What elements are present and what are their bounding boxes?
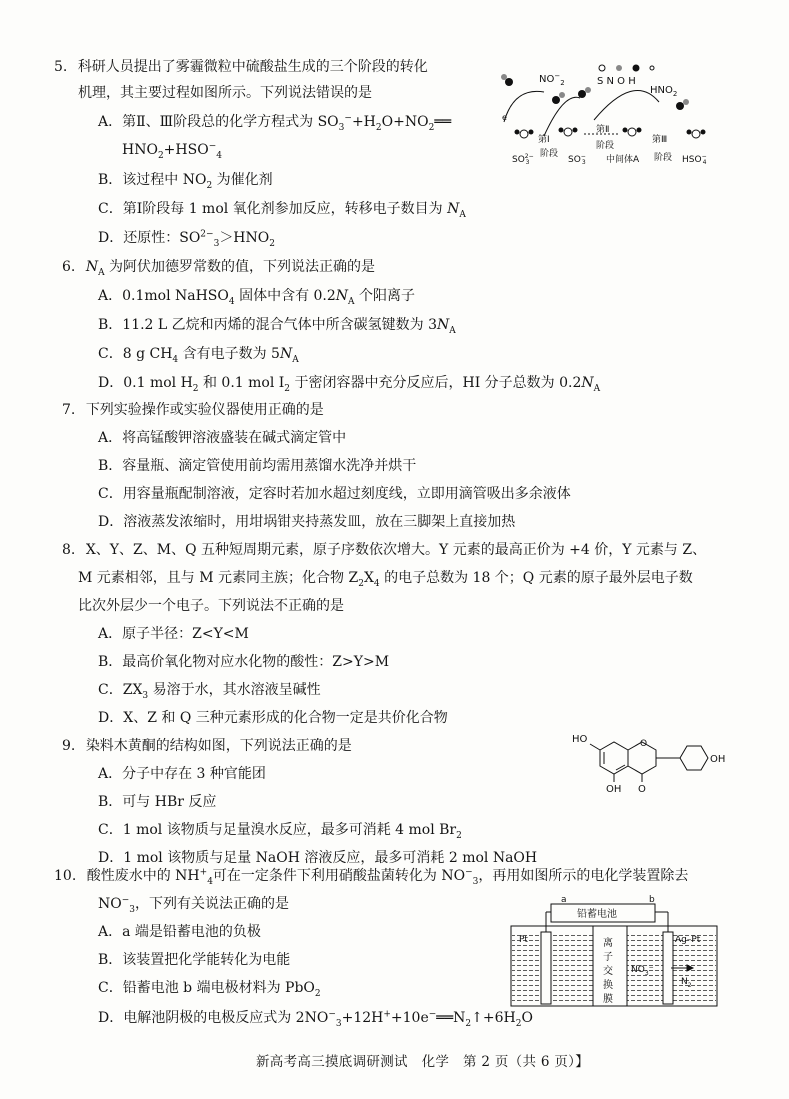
q9-option-a: A．分子中存在 3 种官能团 bbox=[98, 766, 266, 782]
svg-text:O: O bbox=[640, 739, 648, 749]
nitrate-label: $NO_3^-$ bbox=[631, 964, 654, 977]
question-8-stem: 8. X、Y、Z、M、Q 五种短周期元素，原子序数依次增大。Y 元素的最高正价为 +4 价，Y 元素与 Z、 bbox=[62, 542, 707, 558]
svg-text:阶段: 阶段 bbox=[596, 141, 615, 151]
question-8-stem-line3: 比次外层少一个电子。下列说法不正确的是 bbox=[78, 598, 344, 614]
q6-option-d: D．0.1 mol $H_2$ 和 0.1 mol $I_2$ 于密闭容器中充分反应后，HI 分子总数为 $0.2N_A$ bbox=[98, 375, 601, 394]
electrolysis-cell-diagram bbox=[505, 895, 725, 1010]
q9-option-b: B．可与 HBr 反应 bbox=[98, 794, 217, 810]
svg-text:阶段: 阶段 bbox=[654, 153, 673, 163]
electron-label: e bbox=[502, 113, 507, 122]
hso4-label: HSO− 4 bbox=[682, 153, 707, 166]
intermediate-a-label: 中间体A bbox=[606, 155, 640, 165]
q7-option-c: C．用容量瓶配制溶液，定容时若加水超过刻度线，立即用滴管吸出多余液体 bbox=[98, 486, 571, 502]
q7-option-b: B．容量瓶、滴定管使用前均需用蒸馏水洗净并烘干 bbox=[98, 458, 417, 474]
hydroxyl-label-1: HO bbox=[572, 734, 588, 745]
q5-option-a-cont: $HNO_2+HSO^-_4$ bbox=[122, 141, 222, 161]
question-number: 10. bbox=[54, 868, 77, 884]
q6-option-a: A．0.1mol NaHSO$_4$ 固体中含有 $0.2N_A$ 个阳离子 bbox=[98, 288, 415, 307]
q8-option-d: D．X、Z 和 Q 三种元素形成的化合物一定是共价化合物 bbox=[98, 710, 448, 726]
question-5-stem bbox=[54, 57, 428, 77]
q10-option-d: D．电解池阴极的电极反应式为 $2NO^-_3+12H^++10e^-══N_2↑+6H_2O$ bbox=[98, 1009, 533, 1029]
q7-option-a: A．将高锰酸钾溶液盛装在碱式滴定管中 bbox=[98, 430, 347, 446]
stage-3-label: 第Ⅲ bbox=[652, 135, 668, 145]
stage-1-label: 第Ⅰ bbox=[538, 135, 550, 145]
q10-option-c: C．铅蓄电池 b 端电极材料为 PbO$_2$ bbox=[98, 980, 321, 999]
agpt-label: Ag–Pt bbox=[675, 935, 701, 945]
question-8-stem-line2: M 元素相邻，且与 M 元素同主族；化合物 $Z_2X_4$ 的电子总数为 18 个；Q 元素的原子最外层电子数 bbox=[78, 570, 693, 589]
q5-option-b: B．该过程中 $NO_2$ 为催化剂 bbox=[98, 172, 273, 191]
so3-label-1: $SO^{2-}$ 3 bbox=[512, 153, 534, 166]
q8-option-a: A．原子半径：Z<Y<M bbox=[98, 626, 249, 642]
legend-s-atom bbox=[599, 65, 605, 71]
question-5-stem-line2: 机理，其主要过程如图所示。下列说法错误的是 bbox=[78, 85, 372, 101]
question-number: 8. bbox=[62, 542, 76, 558]
carbonyl-o-label: O bbox=[638, 784, 646, 795]
q10-option-a: A．a 端是铅蓄电池的负极 bbox=[98, 924, 261, 940]
svg-text:换: 换 bbox=[603, 980, 613, 991]
pt-electrode bbox=[541, 932, 551, 1004]
q5-option-d: D．还原性：$SO^{2-}_3>HNO_2$ bbox=[98, 229, 275, 249]
pt-label: Pt bbox=[519, 935, 528, 945]
no2-label: $NO^-_2$ bbox=[539, 72, 565, 87]
terminal-b-label: b bbox=[649, 895, 655, 905]
question-number: 9. bbox=[62, 738, 76, 754]
hydroxyl-label-3: OH bbox=[606, 784, 622, 795]
svg-text:阶段: 阶段 bbox=[540, 149, 559, 159]
hno2-label: $HNO_2$ bbox=[650, 85, 678, 98]
question-number: 5. bbox=[54, 59, 68, 75]
q8-option-c: C．$ZX_3$ 易溶于水，其水溶液呈碱性 bbox=[98, 682, 321, 701]
membrane-label-1: 离 bbox=[603, 938, 613, 949]
question-9-stem: 9. 染料木黄酮的结构如图，下列说法正确的是 bbox=[62, 738, 352, 754]
so3-label-2: SO− 3 bbox=[568, 153, 586, 166]
genistein-structure bbox=[570, 730, 726, 800]
q6-option-c: C．8 g $CH_4$ 含有电子数为 $5N_A$ bbox=[98, 346, 299, 365]
question-10-stem-line2: $NO^-_3$，下列有关说法正确的是 bbox=[98, 895, 290, 915]
page-footer: 新高考高三摸底调研测试 化学 第 2 页（共 6 页）】 bbox=[256, 1054, 589, 1070]
q5-option-a: A．第Ⅱ、Ⅲ阶段总的化学方程式为 $SO_3^-+H_2O+NO_2══$ bbox=[98, 113, 452, 133]
battery-label: 铅蓄电池 bbox=[577, 909, 617, 920]
sulfate-mechanism-diagram bbox=[484, 62, 714, 174]
svg-text:交: 交 bbox=[603, 966, 613, 977]
question-number: 7. bbox=[62, 402, 76, 418]
q8-option-b: B．最高价氧化物对应水化物的酸性：Z>Y>M bbox=[98, 654, 390, 670]
hydroxyl-label-2: OH bbox=[710, 754, 726, 765]
ring-b bbox=[680, 746, 708, 770]
stage-2-label: 第Ⅱ bbox=[596, 125, 610, 135]
q5-option-c: C．第Ⅰ阶段每 1 mol 氧化剂参加反应，转移电子数目为 $N_A$ bbox=[98, 201, 466, 220]
svg-text:膜: 膜 bbox=[603, 994, 613, 1005]
question-10-stem: 10. 酸性废水中的 $NH^+_4$可在一定条件下利用硝酸盐菌转化为 $NO^-_3$，再用如图所示的电化学装置除去 bbox=[54, 867, 689, 887]
legend-text: S N O H bbox=[597, 76, 636, 87]
q6-option-b: B．11.2 L 乙烷和丙烯的混合气体中所含碳氢键数为 $3N_A$ bbox=[98, 317, 456, 336]
question-7-stem: 7. 下列实验操作或实验仪器使用正确的是 bbox=[62, 402, 324, 418]
svg-text:子: 子 bbox=[603, 952, 613, 963]
n2-label: $N_2$ bbox=[681, 977, 692, 989]
legend-o-atom bbox=[633, 65, 640, 72]
question-number: 6. bbox=[62, 259, 76, 275]
terminal-a-label: a bbox=[561, 895, 567, 905]
q10-option-b: B．该装置把化学能转化为电能 bbox=[98, 952, 291, 968]
q9-option-c: C．1 mol 该物质与足量溴水反应，最多可消耗 4 mol $Br_2$ bbox=[98, 822, 462, 841]
legend-n-atom bbox=[616, 65, 622, 71]
q9-option-d: D．1 mol 该物质与足量 NaOH 溶液反应，最多可消耗 2 mol NaOH bbox=[98, 850, 538, 866]
question-6-stem: 6. $N_A$ 为阿伏加德罗常数的值，下列说法正确的是 bbox=[62, 259, 376, 278]
stem-text: 科研人员提出了雾霾微粒中硫酸盐生成的三个阶段的转化 bbox=[77, 59, 428, 75]
q7-option-d: D．溶液蒸发浓缩时，用坩埚钳夹持蒸发皿，放在三脚架上直接加热 bbox=[98, 514, 516, 530]
legend-h-atom bbox=[650, 66, 654, 70]
